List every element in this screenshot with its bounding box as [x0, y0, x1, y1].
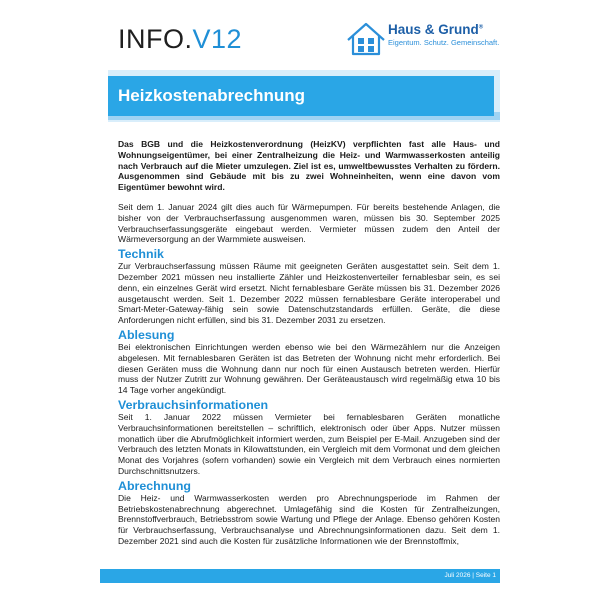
section-heading-technik: Technik — [118, 247, 164, 262]
section-text-verbrauchsinformationen: Seit 1. Januar 2022 müssen Vermieter bei fernablesbaren Geräten monatliche Verbrauchsinformationen bereitstellen – schriftlich, elektronisch oder über Apps. Nutzer müssen monatlich über die Abrufmöglichkeit informiert werden, zum Beispiel per E-Mail. Anzugeben sind der Verbrauch des letzten Monats in Kilowattstunden, ein Vergleich mit dem Vormonat und dem gleichen Monat des Vorjahres (sofern vorhanden) sowie ein Vergleich mit dem Verbrauch eines normierten Durchschnittsnutzers. — [118, 411, 500, 476]
brand-mark: ® — [478, 24, 484, 31]
brand-claim: Eigentum. Schutz. Gemeinschaft. — [388, 38, 500, 47]
section-text-ablesung: Bei elektronischen Einrichtungen werden ebenso wie bei den Wärmezählern nur die Anzeigen abgelesen. Mit fernablesbaren Geräten ist das Betreten der Wohnung nicht mehr erforderlich. Bei diesen Geräten muss die Wohnung dann nur noch für einen Austausch betreten werden. Hierfür muss der Nutzer Zutritt zur Wohnung gewähren. Der Geräteaustausch wird regelmäßig etwa 10 bis 14 Tage vorher angekündigt. — [118, 341, 500, 396]
section-heading-abrechnung: Abrechnung — [118, 478, 191, 493]
section-heading-verbrauchsinformationen: Verbrauchsinformationen — [118, 397, 269, 412]
doc-title — [118, 24, 242, 55]
info-version: V12 — [192, 24, 243, 54]
footer-bar — [100, 569, 500, 583]
footer-page-info: Juli 2026 | Seite 1 — [444, 572, 496, 579]
info-prefix: INFO. — [118, 24, 193, 54]
brand-logo — [388, 22, 499, 47]
section-heading-ablesung: Ablesung — [118, 327, 175, 342]
paragraph-heat-pumps: Seit dem 1. Januar 2024 gilt dies auch für Wärmepumpen. Für bereits bestehende Anlagen, die bisher von der Verbrauchserfassung ausgenommen waren, müssen bis 30. September 2025 Verbrauchserfassungsgeräte eingebaut werden. Vermieter müssen zudem den Anteil der Wärmeversorgung an der Warmmiete ausweisen. — [118, 201, 500, 245]
section-text-technik: Zur Verbrauchserfassung müssen Räume mit geeigneten Geräten ausgestattet sein. Seit dem 1. Dezember 2021 müssen neu installierte Zähler und Heizkostenverteiler fernablesbar sein, es sei denn, ein einzelnes Gerät wird ersetzt. Nicht fernablesbare Geräte müssen bis 31. Dezember 2026 ausgetauscht werden. Seit 1. Dezember 2022 müssen fernablesbare Geräte interoperabel und Smart-Meter-Gateway-fähig sein sowie Datenschutzstandards erfüllen. Geräte, die diese Anforderungen nicht erfüllen, sind bis 31. Dezember 2031 zu ersetzen. — [118, 261, 500, 326]
intro-paragraph: Das BGB und die Heizkostenverordnung (HeizKV) verpflichten fast alle Haus- und Wohnungseigentümer, bei einer Zentralheizung die Heiz- und Warmwasserkosten anteilig nach Verbrauch auf die Mieter umzulegen. Ziel ist es, umweltbewusstes Verhalten zu fördern. Ausgenommen sind Gebäude mit bis zu zwei Wohneinheiten, wenn eine davon vom Eigentümer bewohnt wird. — [118, 139, 500, 193]
section-text-abrechnung: Die Heiz- und Warmwasserkosten werden pro Abrechnungsperiode im Rahmen der Betriebskostenabrechnung abgerechnet. Umlagefähig sind die Kosten für Zentralheizungen, Brennstoffverbrauch, Betriebsstrom sowie Wartung und Pflege der Anlage. Ebenso gehören Kosten für Verbrauchserfassung, Verbrauchsanalyse und Abrechnungsinformationen dazu. Seit dem 1. Dezember 2021 sind auch die Kosten für zusätzliche Informationen wie der Brennstoffmix, — [118, 492, 500, 546]
page-title: Heizkostenabrechnung — [118, 86, 306, 105]
article-body — [118, 139, 500, 547]
brand-name: Haus & Grund — [388, 22, 479, 37]
